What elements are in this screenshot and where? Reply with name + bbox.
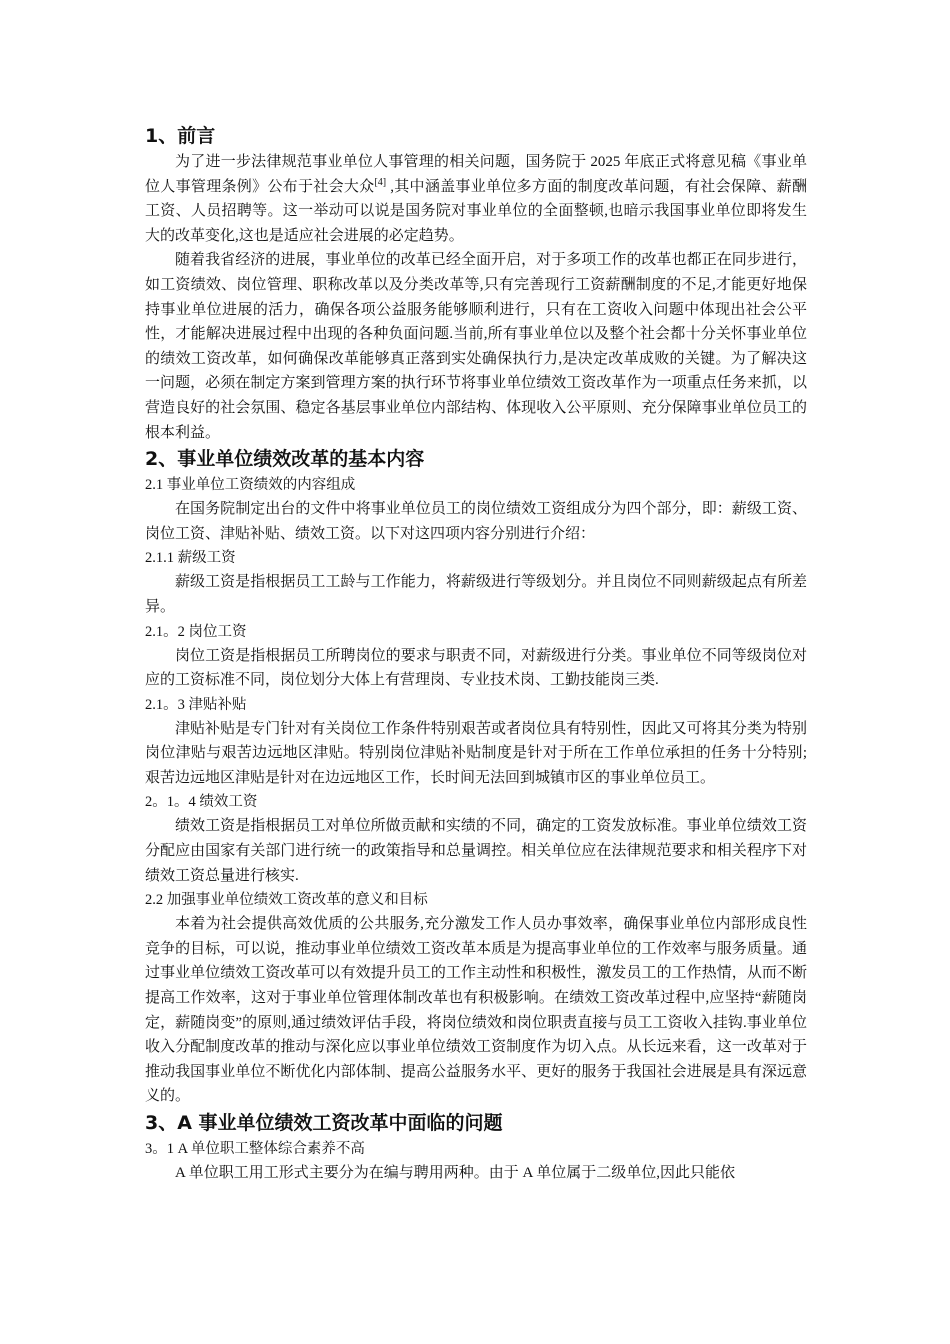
subsection-2-1-1-title: 2.1.1 薪级工资 — [145, 550, 236, 567]
subsection-2-1-3-paragraph: 津贴补贴是专门针对有关岗位工作条件特别艰苦或者岗位具有特别性，因此又可将其分类为特别岗位津贴与艰苦边远地区津贴。特别岗位津贴补贴制度是针对于所在工作单位承担的任务十分特别;艰苦边远地区津贴是针对在边远地区工作，长时间无法回到城镇市区的事业单位员工。 — [145, 720, 807, 786]
subsection-2-1-4-title: 2。1。4 绩效工资 — [145, 794, 258, 811]
section-3-title: 3、A 事业单位绩效工资改革中面临的问题 — [145, 1112, 503, 1134]
subsection-2-1-3-title: 2.1。3 津贴补贴 — [145, 696, 247, 713]
section-1-title: 1、前言 — [145, 125, 216, 147]
subsection-2-1-4-paragraph: 绩效工资是指根据员工对单位所做贡献和实绩的不同，确定的工资发放标准。事业单位绩效工资分配应由国家有关部门进行统一的政策指导和总量调控。相关单位应在法律规范要求和相关程序下对绩效工资总量进行核实. — [145, 818, 807, 884]
section-1-paragraph-1-text-b: ,其中涵盖事业单位多方面的制度改革问题，有社会保障、薪酬工资、人员招聘等。这一举动可以说是国务院对事业单位的全面整顿,也暗示我国事业单位即将发生大的改革变化,这也是适应社会进展的必定趋势。 — [145, 178, 807, 244]
citation-ref: [4] — [374, 176, 387, 188]
subsection-2-1-1-paragraph: 薪级工资是指根据员工工龄与工作能力，将薪级进行等级划分。并且岗位不同则薪级起点有所差异。 — [145, 574, 807, 615]
subsection-3-1-title: 3。1 A 单位职工整体综合素养不高 — [145, 1141, 365, 1157]
document-page — [145, 122, 807, 1186]
subsection-2-1-title: 2.1 事业单位工资绩效的内容组成 — [145, 477, 356, 494]
subsection-2-2-paragraph: 本着为社会提供高效优质的公共服务,充分激发工作人员办事效率，确保事业单位内部形成良性竞争的目标，可以说，推动事业单位绩效工资改革本质是为提高事业单位的工作效率与服务质量。通过事业单位绩效工资改革可以有效提升员工的工作主动性和积极性，激发员工的工作热情，从而不断提高工作效率，这对于事业单位管理体制改革也有积极影响。在绩效工资改革过程中,应坚持“薪随岗定，薪随岗变”的原则,通过绩效评估手段，将岗位绩效和岗位职责直接与员工工资收入挂钩.事业单位收入分配制度改革的推动与深化应以事业单位绩效工资制度作为切入点。从长远来看，这一改革对于推动我国事业单位不断优化内部体制、提高公益服务水平、更好的服务于我国社会进展是具有深远意义的。 — [145, 916, 807, 1105]
section-1-paragraph-1 — [145, 150, 807, 248]
section-1-paragraph-1-text-a: 为了进一步法律规范事业单位人事管理的相关问题，国务院于 2025 年底正式将意见稿《事业单位人事管理条例》公布于社会大众 — [145, 154, 807, 195]
section-2-title: 2、事业单位绩效改革的基本内容 — [145, 448, 425, 471]
section-1-paragraph-2: 随着我省经济的进展，事业单位的改革已经全面开启，对于多项工作的改革也都正在同步进行，如工资绩效、岗位管理、职称改革以及分类改革等,只有完善现行工资薪酬制度的不足,才能更好地保持事业单位进展的活力，确保各项公益服务能够顺利进行，只有在工资收入问题中体现出社会公平性，才能解决进展过程中出现的各种负面问题.当前,所有事业单位以及整个社会都十分关怀事业单位的绩效工资改革，如何确保改革能够真正落到实处确保执行力,是决定改革成败的关键。为了解决这一问题，必须在制定方案到管理方案的执行环节将事业单位绩效工资改革作为一项重点任务来抓，以营造良好的社会氛围、稳定各基层事业单位内部结构、体现收入公平原则、充分保障事业单位员工的根本利益。 — [145, 252, 807, 441]
subsection-2-1-2-title: 2.1。2 岗位工资 — [145, 623, 247, 640]
subsection-2-2-title: 2.2 加强事业单位绩效工资改革的意义和目标 — [145, 892, 428, 909]
subsection-2-1-paragraph: 在国务院制定出台的文件中将事业单位员工的岗位绩效工资组成分为四个部分，即：薪级工资、岗位工资、津贴补贴、绩效工资。以下对这四项内容分别进行介绍： — [145, 501, 807, 542]
subsection-2-1-2-paragraph: 岗位工资是指根据员工所聘岗位的要求与职责不同，对薪级进行分类。事业单位不同等级岗位对应的工资标准不同，岗位划分大体上有营理岗、专业技术岗、工勤技能岗三类. — [145, 647, 807, 689]
subsection-3-1-paragraph: A 单位职工用工形式主要分为在编与聘用两种。由于 A 单位属于二级单位,因此只能依 — [175, 1165, 736, 1181]
